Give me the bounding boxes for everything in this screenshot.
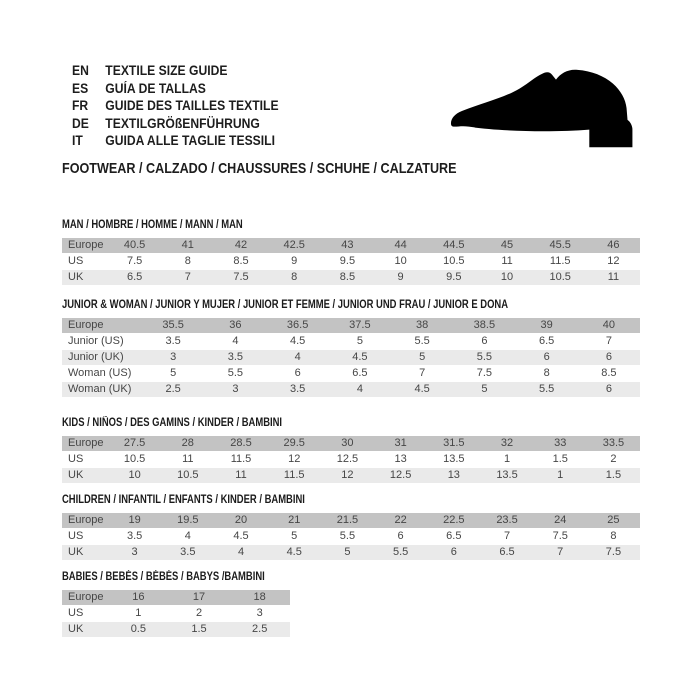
size-cell: 7.5 — [126, 255, 143, 267]
size-cell: 4.5 — [233, 530, 249, 542]
size-cell: 8 — [184, 255, 191, 267]
size-cell: 12 — [607, 255, 620, 267]
row-label: Europe — [68, 437, 104, 449]
size-table-children — [62, 494, 640, 561]
size-cell: 3 — [131, 546, 138, 558]
table-row — [62, 452, 640, 467]
size-cell: 3.5 — [227, 351, 244, 363]
size-cell: 6.5 — [126, 271, 143, 283]
size-cell: 6 — [605, 351, 612, 363]
size-cell: 7.5 — [476, 367, 493, 379]
language-label: GUÍA DE TALLAS — [105, 80, 206, 96]
size-cell: 24 — [554, 514, 567, 526]
size-cell: 12.5 — [336, 453, 359, 465]
language-row — [72, 115, 279, 133]
size-cell: 20 — [234, 514, 248, 526]
size-cell: 7 — [503, 530, 511, 542]
size-cell: 5.5 — [538, 383, 555, 395]
size-cell: 28.5 — [230, 437, 252, 449]
size-cell: 42.5 — [283, 239, 305, 251]
size-cell: 41 — [181, 239, 194, 251]
size-cell: 13 — [394, 453, 407, 465]
size-cell: 44.5 — [443, 239, 465, 251]
size-cell: 18 — [253, 591, 266, 603]
table-row — [62, 382, 640, 397]
table-row — [62, 238, 640, 253]
size-cell: 29.5 — [283, 437, 305, 449]
size-table-kids — [62, 417, 640, 484]
language-list — [72, 62, 302, 150]
row-label: Europe — [68, 239, 104, 251]
size-cell: 23.5 — [496, 514, 518, 526]
size-cell: 21.5 — [336, 514, 359, 526]
size-table — [62, 318, 640, 397]
size-cell: 5 — [481, 383, 488, 395]
language-row — [72, 62, 279, 80]
size-cell: 19 — [128, 514, 141, 526]
size-cell: 4.5 — [286, 546, 302, 558]
size-cell: 13.5 — [496, 469, 518, 481]
size-cell: 9 — [291, 255, 298, 267]
row-label: UK — [68, 546, 84, 558]
size-cell: 2.5 — [165, 383, 181, 395]
size-cell: 22.5 — [443, 514, 465, 526]
size-cell: 8.5 — [601, 367, 617, 379]
row-label: Woman (UK) — [68, 383, 132, 395]
size-table-babies — [62, 571, 309, 638]
size-cell: 5.5 — [392, 546, 409, 558]
size-cell: 38 — [416, 319, 429, 331]
language-label: TEXTILGRÖßENFÜHRUNG — [105, 115, 260, 131]
size-cell: 7.5 — [552, 530, 568, 542]
table-row — [62, 622, 290, 637]
size-cell: 1.5 — [191, 623, 207, 635]
size-cell: 5.5 — [414, 335, 430, 347]
size-cell: 4 — [356, 383, 363, 395]
size-cell: 44 — [394, 239, 407, 251]
row-label: UK — [68, 271, 84, 283]
size-cell: 36 — [229, 319, 242, 331]
size-cell: 1 — [503, 453, 511, 465]
table-row — [62, 334, 640, 349]
size-cell: 28 — [181, 437, 194, 449]
size-table — [62, 436, 640, 483]
size-cell: 11 — [235, 469, 247, 481]
language-code: ES — [72, 80, 89, 96]
table-row — [62, 529, 640, 544]
size-cell: 6.5 — [499, 546, 515, 558]
size-cell: 11 — [182, 453, 194, 465]
size-cell: 9.5 — [339, 255, 356, 267]
table-row — [62, 513, 640, 528]
size-cell: 1.5 — [552, 453, 568, 465]
row-label: US — [68, 607, 84, 619]
size-cell: 3.5 — [165, 335, 181, 347]
row-label: US — [68, 255, 84, 267]
size-cell: 33.5 — [602, 437, 625, 449]
size-cell: 8 — [543, 367, 550, 379]
size-cell: 6 — [543, 351, 550, 363]
row-label: Europe — [68, 591, 104, 603]
size-cell: 3 — [256, 607, 263, 619]
size-cell: 13 — [447, 469, 460, 481]
language-code: IT — [72, 133, 83, 149]
size-cell: 6 — [481, 335, 488, 347]
language-row — [72, 97, 279, 115]
size-cell: 10.5 — [177, 469, 199, 481]
row-label: US — [68, 530, 84, 542]
size-cell: 6 — [397, 530, 404, 542]
size-cell: 10 — [394, 255, 407, 267]
size-cell: 7 — [419, 367, 426, 379]
size-cell: 46 — [607, 239, 620, 251]
table-row — [62, 270, 640, 285]
size-cell: 2.5 — [252, 623, 268, 635]
row-label: Europe — [68, 514, 104, 526]
size-cell: 17 — [192, 591, 206, 603]
size-cell: 45 — [500, 239, 514, 251]
size-table — [62, 513, 640, 560]
size-cell: 25 — [607, 514, 620, 526]
size-cell: 6 — [605, 383, 612, 395]
size-cell: 3 — [170, 351, 177, 363]
size-cell: 5.5 — [339, 530, 356, 542]
language-code: EN — [72, 63, 89, 79]
size-cell: 32 — [500, 437, 514, 449]
size-cell: 35.5 — [162, 319, 184, 331]
size-cell: 3.5 — [180, 546, 196, 558]
size-cell: 5 — [291, 530, 298, 542]
size-cell: 4 — [237, 546, 245, 558]
size-cell: 10.5 — [443, 255, 465, 267]
table-title: CHILDREN / INFANTIL / ENFANTS / KINDER / BAMBINI — [62, 494, 305, 506]
table-row — [62, 545, 640, 560]
size-table — [62, 238, 640, 285]
size-table-man — [62, 219, 640, 286]
size-cell: 12 — [341, 469, 354, 481]
size-cell: 8.5 — [233, 255, 249, 267]
size-cell: 10.5 — [123, 453, 146, 465]
table-row — [62, 318, 640, 333]
size-cell: 27.5 — [123, 437, 146, 449]
size-cell: 40 — [602, 319, 615, 331]
size-cell: 6 — [450, 546, 457, 558]
size-cell: 1 — [135, 607, 142, 619]
size-table — [62, 590, 290, 637]
dress-shoe-icon — [446, 62, 664, 160]
size-cell: 5 — [419, 351, 426, 363]
size-cell: 2 — [610, 453, 617, 465]
table-row — [62, 590, 290, 605]
size-cell: 5.5 — [227, 367, 244, 379]
table-title: JUNIOR & WOMAN / JUNIOR Y MUJER / JUNIOR ET FEMME / JUNIOR UND FRAU / JUNIOR E DONA — [62, 299, 509, 311]
size-cell: 22 — [394, 514, 407, 526]
size-cell: 1 — [557, 469, 564, 481]
row-label: Junior (UK) — [68, 351, 124, 363]
size-cell: 37.5 — [349, 319, 371, 331]
size-cell: 5 — [356, 335, 363, 347]
row-label: Europe — [68, 319, 104, 331]
size-cell: 0.5 — [130, 623, 146, 635]
size-cell: 30 — [341, 437, 354, 449]
size-cell: 36.5 — [286, 319, 309, 331]
table-row — [62, 366, 640, 381]
table-row — [62, 254, 640, 269]
size-cell: 7 — [605, 335, 612, 347]
language-label: GUIDA ALLE TAGLIE TESSILI — [105, 133, 275, 149]
size-cell: 6.5 — [352, 367, 368, 379]
size-cell: 13.5 — [443, 453, 465, 465]
size-cell: 9.5 — [446, 271, 462, 283]
size-cell: 3.5 — [289, 383, 306, 395]
size-cell: 8 — [291, 271, 298, 283]
size-cell: 43 — [341, 239, 354, 251]
size-cell: 6.5 — [538, 335, 555, 347]
size-cell: 7 — [184, 271, 191, 283]
size-table-junior-woman — [62, 299, 640, 398]
table-title: BABIES / BEBÉS / BÉBÉS / BABYS /BAMBINI — [62, 571, 265, 583]
size-cell: 7 — [557, 546, 564, 558]
size-cell: 12 — [288, 453, 301, 465]
size-cell: 12.5 — [389, 469, 412, 481]
language-label: TEXTILE SIZE GUIDE — [105, 63, 228, 79]
size-cell: 5.5 — [476, 351, 493, 363]
size-cell: 4.5 — [414, 383, 430, 395]
size-cell: 8.5 — [339, 271, 356, 283]
row-label: UK — [68, 623, 84, 635]
size-cell: 4 — [294, 351, 301, 363]
size-cell: 39 — [540, 319, 553, 331]
size-cell: 10.5 — [549, 271, 571, 283]
size-cell: 19.5 — [177, 514, 199, 526]
table-row — [62, 468, 640, 483]
size-cell: 4 — [184, 530, 191, 542]
size-cell: 21 — [288, 514, 301, 526]
size-cell: 40.5 — [123, 239, 146, 251]
size-cell: 5 — [170, 367, 177, 379]
size-cell: 11.5 — [230, 453, 252, 465]
language-label: GUIDE DES TAILLES TEXTILE — [105, 98, 279, 114]
language-row — [72, 132, 279, 150]
size-cell: 42 — [234, 239, 248, 251]
row-label: Junior (US) — [68, 335, 124, 347]
size-cell: 9 — [397, 271, 404, 283]
row-label: UK — [68, 469, 84, 481]
row-label: Woman (US) — [68, 367, 132, 379]
size-cell: 11.5 — [549, 255, 571, 267]
size-cell: 1.5 — [605, 469, 622, 481]
size-cell: 31.5 — [443, 437, 465, 449]
size-cell: 4.5 — [289, 335, 306, 347]
table-row — [62, 436, 640, 451]
language-code: FR — [72, 98, 89, 114]
size-cell: 45.5 — [549, 239, 571, 251]
table-title: MAN / HOMBRE / HOMME / MANN / MAN — [62, 219, 243, 231]
size-cell: 16 — [132, 591, 145, 603]
size-cell: 11 — [501, 255, 513, 267]
size-cell: 5 — [344, 546, 351, 558]
size-cell: 6.5 — [446, 530, 462, 542]
table-title: KIDS / NIÑOS / DES GAMINS / KINDER / BAMBINI — [62, 417, 283, 429]
language-code: DE — [72, 115, 89, 131]
size-cell: 2 — [195, 607, 203, 619]
footwear-heading: FOOTWEAR / CALZADO / CHAUSSURES / SCHUHE / CALZATURE — [62, 160, 457, 177]
size-cell: 7.5 — [233, 271, 249, 283]
size-cell: 4 — [232, 335, 239, 347]
size-cell: 38.5 — [473, 319, 496, 331]
size-cell: 33 — [554, 437, 567, 449]
size-cell: 11.5 — [283, 469, 305, 481]
size-cell: 10 — [500, 271, 514, 283]
size-cell: 31 — [394, 437, 407, 449]
size-cell: 3.5 — [126, 530, 143, 542]
size-cell: 10 — [128, 469, 141, 481]
size-cell: 11 — [607, 271, 620, 283]
row-label: US — [68, 453, 84, 465]
size-cell: 3 — [232, 383, 239, 395]
size-cell: 7.5 — [605, 546, 622, 558]
table-row — [62, 350, 640, 365]
language-row — [72, 80, 279, 98]
size-cell: 8 — [610, 530, 617, 542]
table-row — [62, 606, 290, 621]
size-cell: 6 — [294, 367, 301, 379]
size-cell: 4.5 — [352, 351, 368, 363]
